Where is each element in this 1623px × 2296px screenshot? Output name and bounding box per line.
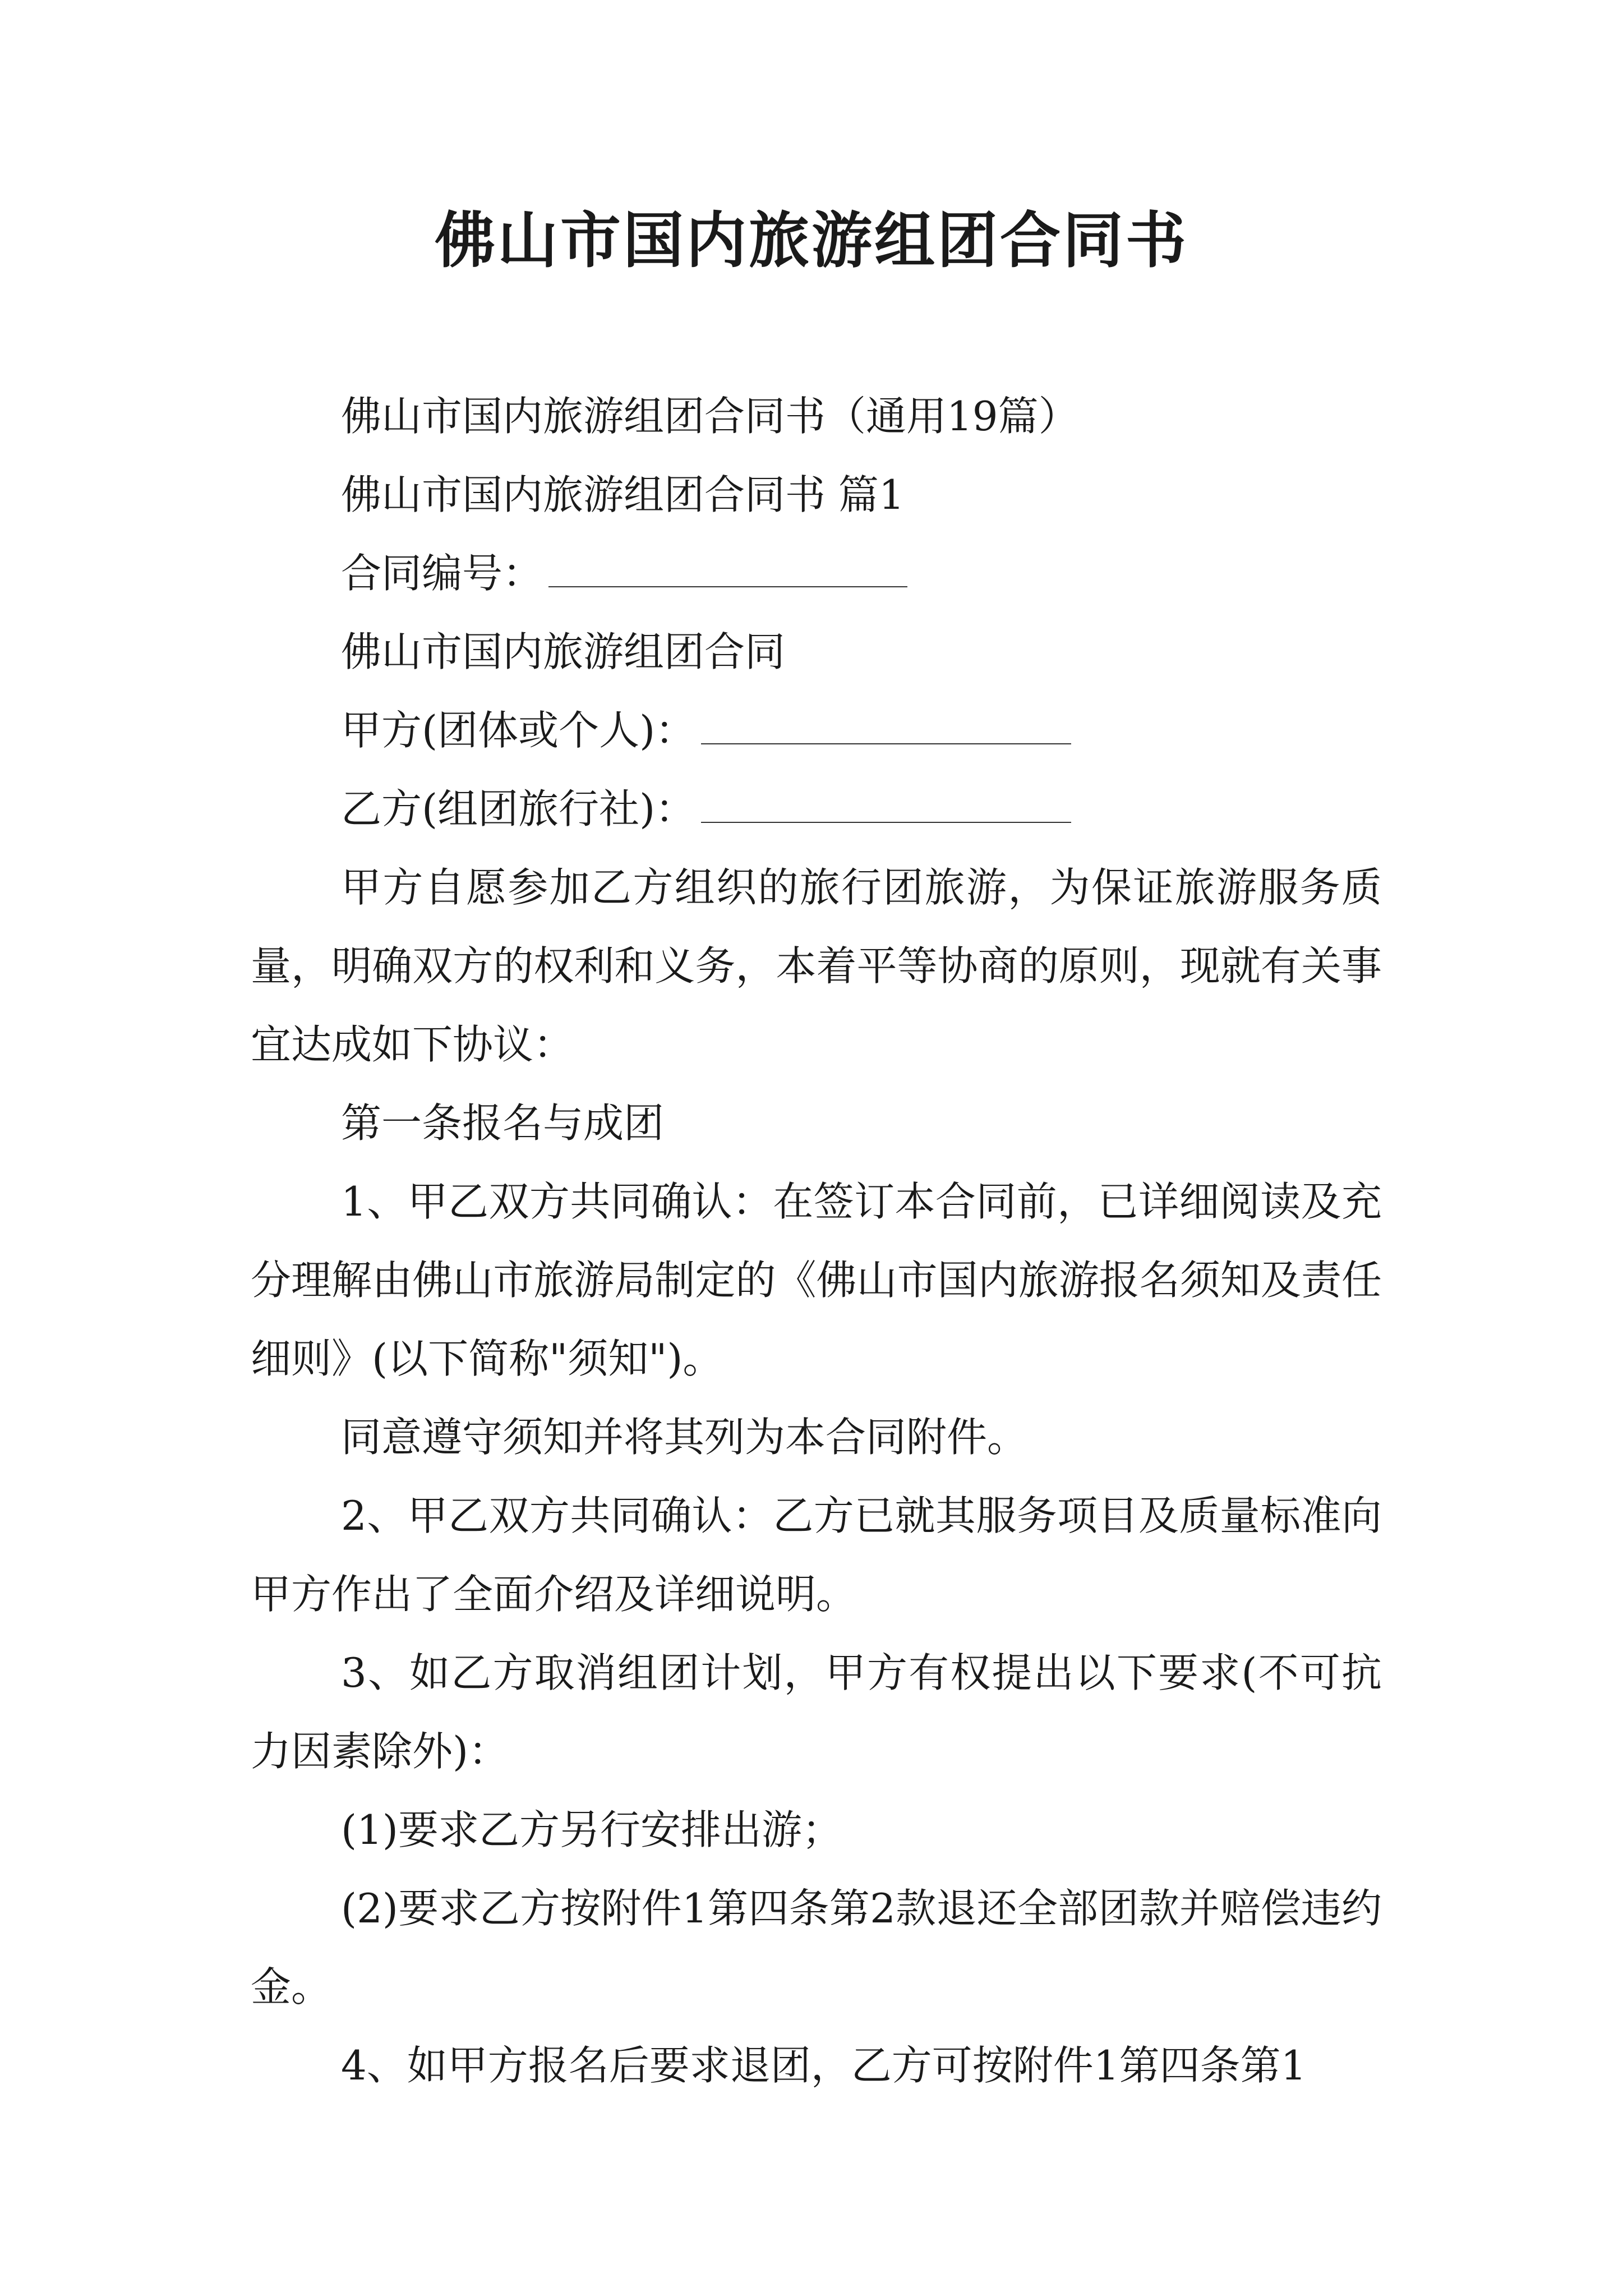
clause-1-continuation: 同意遵守须知并将其列为本合同附件。 (341, 1414, 1028, 1461)
party-a-blank (701, 707, 1071, 744)
clause-4: 4、如甲方报名后要求退团，乙方可按附件1第四条第1 (341, 2042, 1307, 2089)
article-heading: 佛山市国内旅游组团合同书 篇1 (341, 471, 905, 518)
party-a-label: 甲方(团体或个人)： (341, 707, 696, 754)
contract-subtitle: 佛山市国内旅游组团合同 (341, 628, 786, 675)
document-body (251, 377, 1382, 2105)
clause-3-item-1: (1)要求乙方另行安排出游； (341, 1806, 842, 1853)
article-one-heading: 第一条报名与成团 (341, 1099, 665, 1147)
contract-number-blank (548, 550, 907, 587)
clause-1: 1、甲乙双方共同确认：在签订本合同前，已详细阅读及充分理解由佛山市旅游局制定的《佛山市国内旅游报名须知及责任细则》(以下简称"须知")。 (251, 1178, 1382, 1382)
party-b-label: 乙方(组团旅行社)： (341, 785, 696, 832)
document-title: 佛山市国内旅游组团合同书 (434, 206, 1188, 276)
preamble-paragraph: 甲方自愿参加乙方组织的旅行团旅游，为保证旅游服务质量，明确双方的权利和义务，本着平等协商的原则，现就有关事宜达成如下协议： (251, 864, 1382, 1068)
contract-number-label: 合同编号： (341, 550, 543, 597)
party-b-line (251, 770, 1382, 848)
party-b-blank (701, 786, 1071, 823)
collection-heading: 佛山市国内旅游组团合同书（通用19篇） (341, 393, 1079, 440)
clause-3-item-2: (2)要求乙方按附件1第四条第2款退还全部团款并赔偿违约金。 (251, 1885, 1382, 2010)
clause-3: 3、如乙方取消组团计划，甲方有权提出以下要求(不可抗力因素除外)： (251, 1649, 1382, 1775)
contract-number-line (251, 534, 1382, 613)
clause-2: 2、甲乙双方共同确认：乙方已就其服务项目及质量标准向甲方作出了全面介绍及详细说明。 (251, 1492, 1382, 1618)
party-a-line (251, 691, 1382, 770)
